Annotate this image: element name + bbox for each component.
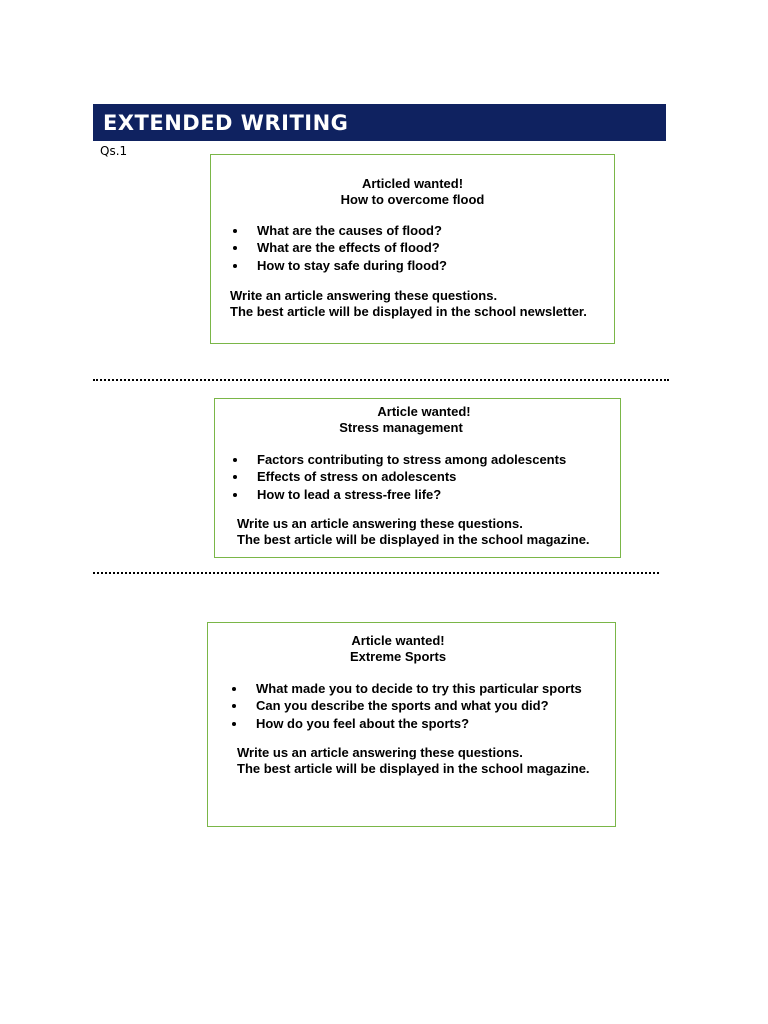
instruction-text: Write an article answering these questions. <box>230 288 498 303</box>
list-item: What are the causes of flood? <box>233 222 447 239</box>
list-item: How to lead a stress-free life? <box>233 486 566 503</box>
list-item: What made you to decide to try this particular sports <box>232 680 582 697</box>
bullet-icon <box>233 493 237 497</box>
instruction-text: Write us an article answering these questions. <box>237 516 523 531</box>
card-heading: Articled wanted! <box>361 176 464 191</box>
card-topic: Stress management <box>339 420 463 435</box>
list-item: What are the effects of flood? <box>233 239 447 256</box>
card-topic: Extreme Sports <box>349 649 447 664</box>
dotted-separator <box>93 379 669 381</box>
article-card-stress <box>214 398 621 558</box>
card-topic: How to overcome flood <box>340 192 485 207</box>
instruction-text: Write us an article answering these questions. <box>237 745 523 760</box>
card-heading-block <box>211 176 614 208</box>
list-item: Can you describe the sports and what you did? <box>232 697 582 714</box>
card-instructions <box>230 288 587 320</box>
bullet-icon <box>233 458 237 462</box>
question-list <box>233 222 447 274</box>
bullet-icon <box>233 246 237 250</box>
display-note: The best article will be displayed in the school newsletter. <box>230 304 587 319</box>
section-banner <box>93 104 666 141</box>
list-item: Effects of stress on adolescents <box>233 468 566 485</box>
dotted-separator <box>93 572 659 574</box>
bullet-icon <box>232 722 236 726</box>
card-heading: Article wanted! <box>377 404 471 419</box>
bullet-icon <box>233 264 237 268</box>
list-item: How to stay safe during flood? <box>233 257 447 274</box>
bullet-icon <box>233 475 237 479</box>
list-item: Factors contributing to stress among adolescents <box>233 451 566 468</box>
display-note: The best article will be displayed in the school magazine. <box>237 532 590 547</box>
question-list <box>233 451 566 503</box>
list-item: How do you feel about the sports? <box>232 715 582 732</box>
question-list <box>232 680 582 732</box>
bullet-icon <box>232 704 236 708</box>
card-heading: Article wanted! <box>351 633 445 648</box>
article-card-flood <box>210 154 615 344</box>
display-note: The best article will be displayed in the school magazine. <box>237 761 590 776</box>
card-instructions <box>237 745 590 777</box>
card-instructions <box>237 516 590 548</box>
section-title: EXTENDED WRITING <box>103 110 349 135</box>
bullet-icon <box>232 687 236 691</box>
bullet-icon <box>233 229 237 233</box>
card-heading-block <box>328 633 468 665</box>
card-heading-block <box>319 404 529 436</box>
question-label: Qs.1 <box>100 144 128 158</box>
article-card-sports <box>207 622 616 827</box>
